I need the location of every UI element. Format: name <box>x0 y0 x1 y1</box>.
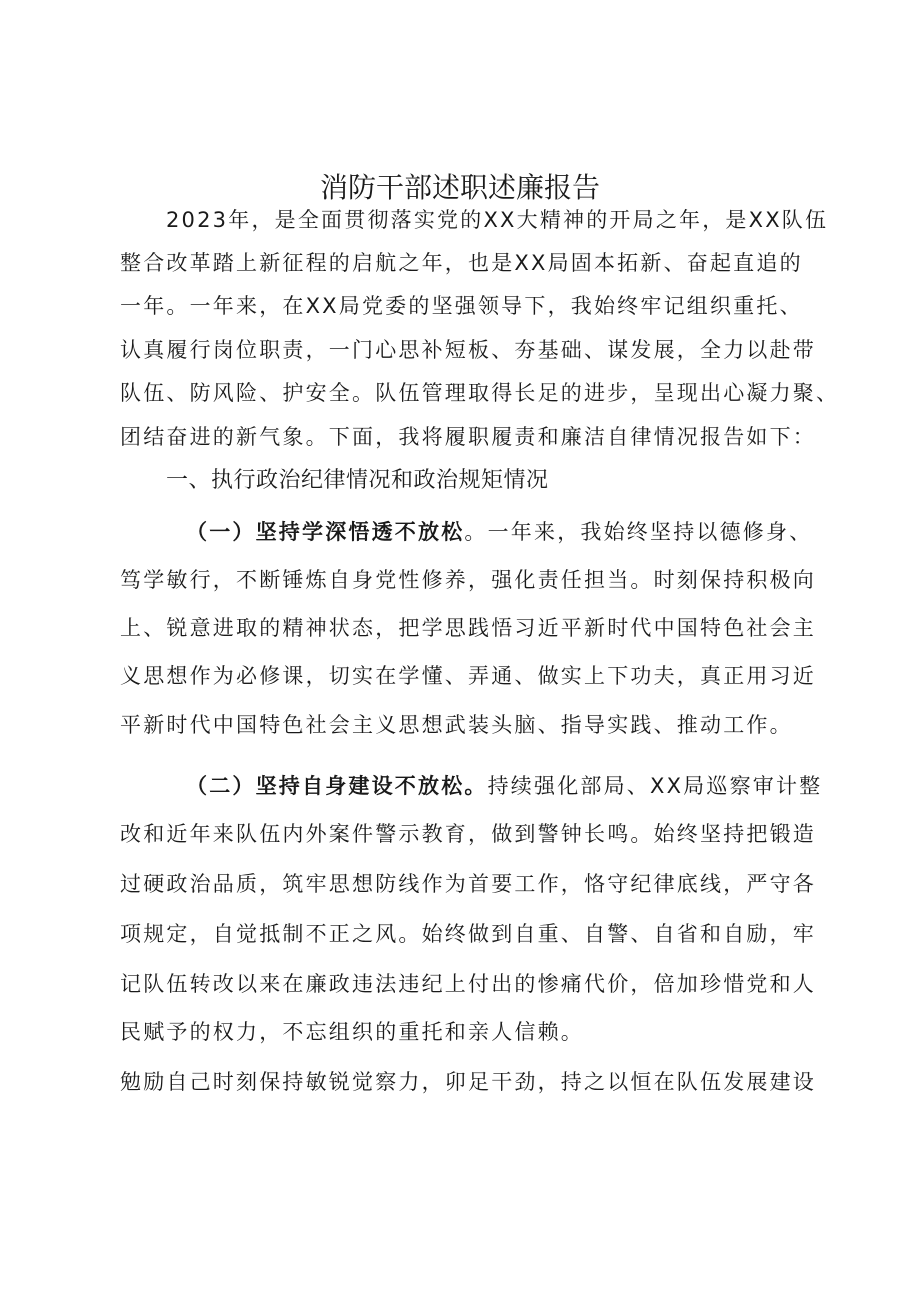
subsection-1-first-line <box>186 516 812 548</box>
subsection-2-line-3: 过硬政治品质，筑牢思想防线作为首要工作，恪守纪律底线，严守各 <box>120 872 816 896</box>
intro-line-5: 队伍、防风险、护安全。队伍管理取得长足的进步，呈现出心凝力聚、 <box>120 381 840 405</box>
subsection-2-line-4: 项规定，自觉抵制不正之风。始终做到自重、自警、自省和自励，牢 <box>120 922 816 946</box>
final-line: 勉励自己时刻保持敏锐觉察力，卯足干劲，持之以恒在队伍发展建设 <box>120 1070 816 1094</box>
intro-line-6: 团结奋进的新气象。下面，我将履职履责和廉洁自律情况报告如下： <box>120 425 816 449</box>
subsection-1-line-4: 义思想作为必修课，切实在学懂、弄通、做实上下功夫，真正用习近 <box>120 664 816 688</box>
subsection-2-heading: （二）坚持自身建设不放松。 <box>186 774 488 798</box>
subsection-2-first-line <box>186 770 822 802</box>
subsection-1-line-3: 上、锐意进取的精神状态，把学思践悟习近平新时代中国特色社会主 <box>120 616 816 640</box>
subsection-1-line-5: 平新时代中国特色社会主义思想武装头脑、指导实践、推动工作。 <box>120 713 793 737</box>
section-heading: 一、执行政治纪律情况和政治规矩情况 <box>166 468 549 493</box>
subsection-1-first-text: 。一年来，我始终坚持以德修身、 <box>464 520 813 544</box>
subsection-2-first-text: 持续强化部局、XX局巡察审计整 <box>487 774 823 798</box>
subsection-2-line-2: 改和近年来队伍内外案件警示教育，做到警钟长鸣。始终坚持把锻造 <box>120 822 816 846</box>
intro-line-3: 一年。一年来，在XX局党委的坚强领导下，我始终牢记组织重托、 <box>120 294 803 318</box>
subsection-2-line-5: 记队伍转改以来在廉政违法违纪上付出的惨痛代价，倍加珍惜党和人 <box>120 972 816 996</box>
subsection-2-line-6: 民赋予的权力，不忘组织的重托和亲人信赖。 <box>120 1020 584 1044</box>
document-title: 消防干部述职述廉报告 <box>319 171 600 204</box>
intro-line-2: 整合改革踏上新征程的启航之年，也是XX局固本拓新、奋起直追的 <box>120 251 803 275</box>
intro-line-4: 认真履行岗位职责，一门心思补短板、夯基础、谋发展，全力以赴带 <box>120 338 816 362</box>
subsection-1-line-2: 笃学敏行，不断锤炼自身党性修养，强化责任担当。时刻保持积极向 <box>120 568 816 592</box>
subsection-1-heading: （一）坚持学深悟透不放松 <box>186 520 465 544</box>
intro-line-1: 2023年，是全面贯彻落实党的XX大精神的开局之年，是XX队伍 <box>166 208 829 232</box>
